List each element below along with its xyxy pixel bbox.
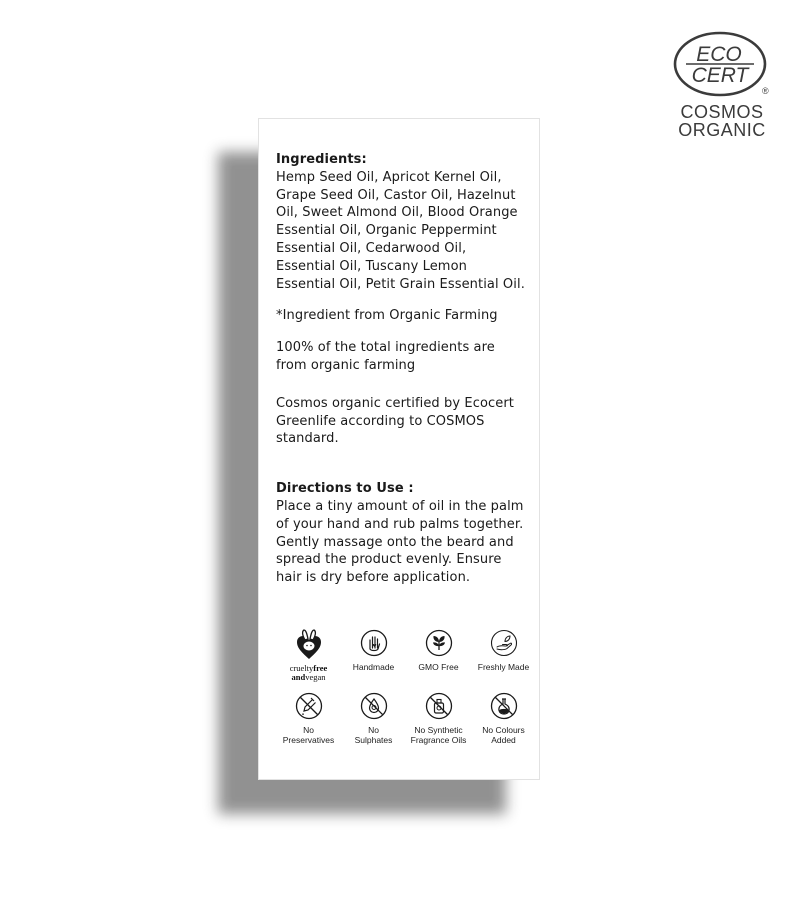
cosmos-organic-text [672, 103, 772, 139]
free-text: free [313, 663, 328, 673]
no-sulphates-icon [360, 692, 388, 720]
badge-gmo-free [406, 629, 471, 682]
dropper-icon [295, 692, 323, 720]
no-preservatives-label: No Preservatives [282, 725, 335, 745]
cruelty-free-label [290, 664, 328, 682]
ingredients-heading: Ingredients: [276, 152, 367, 167]
handmade-label: Handmade [352, 662, 395, 672]
cosmos-line: COSMOS [680, 102, 764, 122]
ecocert-oval-icon [672, 30, 772, 102]
ecocert-bottom-text: CERT [691, 64, 749, 87]
badge-row [276, 629, 536, 682]
badge-cruelty-free [276, 629, 341, 682]
badge-grid [276, 629, 536, 745]
cruelty-text: cruelty [289, 663, 314, 673]
organic-line: ORGANIC [678, 120, 766, 140]
badge-no-preservatives [276, 692, 341, 745]
organic-percent-text: 100% of the total ingredients are from organic farming [276, 340, 495, 373]
badge-freshly-made [471, 629, 536, 682]
ecocert-cosmos-logo [672, 30, 772, 145]
leaves-icon [425, 629, 453, 657]
no-colours-label: No Colours Added [482, 725, 525, 745]
no-sulphates-label: No Sulphates [354, 725, 393, 745]
freshly-made-label: Freshly Made [477, 662, 530, 672]
certified-text: Cosmos organic certified by Ecocert Greenlife according to COSMOS standard. [276, 395, 514, 447]
badge-no-synthetic-fragrance [406, 692, 471, 745]
gmo-free-label: GMO Free [418, 662, 459, 672]
hand-leaf-icon [490, 629, 518, 657]
product-label-card [258, 118, 540, 780]
directions-text: Place a tiny amount of oil in the palm of your hand and rub palms together. Gently massage onto the beard and spread the product evenly. Ensure hair is dry before application. [276, 498, 524, 586]
ingredients-text: Hemp Seed Oil, Apricot Kernel Oil, Grape Seed Oil, Castor Oil, Hazelnut Oil, Sweet Almond Oil, Blood Orange Essential Oil, Organic Peppermint Essential Oil, Cedarwood Oil, Essential Oil, Tuscany Lemon Essential Oil, Petit Grain Essential Oil. [276, 169, 525, 292]
registered-mark: ® [762, 86, 769, 96]
badge-handmade [341, 629, 406, 682]
directions-heading: Directions to Use : [276, 481, 414, 497]
hand-icon [360, 629, 388, 657]
badge-row [276, 692, 536, 745]
badge-no-sulphates [341, 692, 406, 745]
and-text: and [291, 672, 306, 682]
vegan-text: vegan [305, 672, 326, 682]
label-content [276, 151, 526, 587]
badge-no-colours [471, 692, 536, 745]
ecocert-top-text: ECO [696, 43, 742, 66]
no-colours-icon [490, 692, 518, 720]
no-synthetic-fragrance-label: No Synthetic Fragrance Oils [410, 725, 467, 745]
no-fragrance-icon [425, 692, 453, 720]
bunny-heart-icon [294, 629, 324, 661]
organic-farming-note: *Ingredient from Organic Farming [276, 308, 498, 324]
